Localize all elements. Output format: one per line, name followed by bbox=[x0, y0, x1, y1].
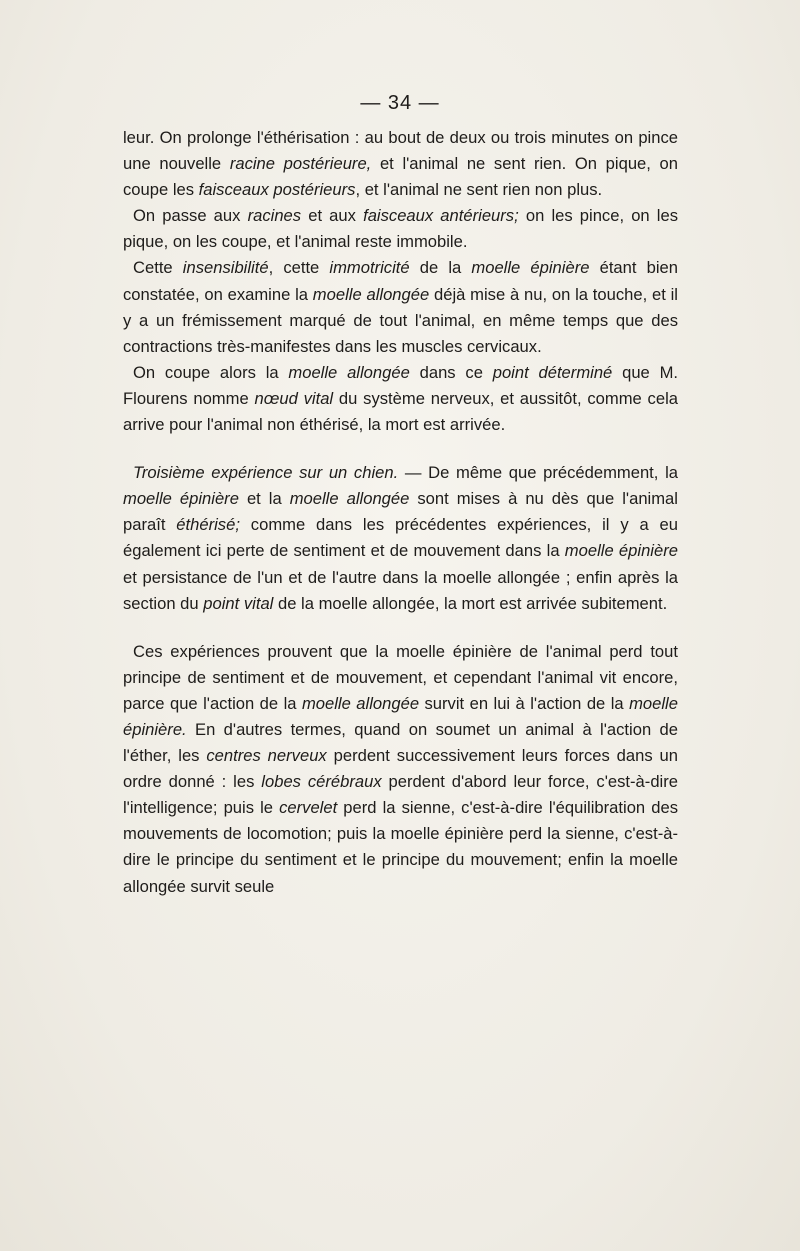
text-run: et persistance de l'un et de l'autre dans la moelle allongée ; enfin après la section du bbox=[123, 567, 678, 613]
text-run: du système nerveux, et aussitôt, comme cela arrive pour l'animal non éthérisé, la mort est arrivée. bbox=[123, 388, 678, 435]
text-run: que M. Flourens nomme bbox=[123, 362, 679, 408]
italic-run: racines bbox=[247, 206, 302, 226]
text-run: On coupe alors la bbox=[133, 362, 289, 382]
text-run: leur. On prolonge l'éthérisation : au bout de deux ou trois minutes on pince une nouvelle bbox=[123, 128, 678, 174]
text-run: Cette bbox=[133, 258, 183, 278]
text-run: déjà mise à nu, on la touche, et il y a un frémissement marqué de tout l'animal, en même temps que des contractions très-manifestes dans les muscles cervicaux. bbox=[123, 284, 678, 356]
italic-run: éthérisé; bbox=[176, 515, 240, 535]
text-run: perd la sienne, c'est-à-dire l'équilibration des mouvements de locomotion; puis la moelle épinière perd la sienne, c'est-à-dire le principe du sentiment et le principe du mouvement; enfin la moelle allongée survit seule bbox=[123, 798, 678, 896]
text-run: de la moelle allongée, la mort est arrivée subitement. bbox=[273, 593, 668, 613]
text-run: sont mises à nu dès que l'animal paraît bbox=[123, 489, 678, 535]
italic-run: racine postérieure, bbox=[229, 154, 372, 174]
text-run: et la bbox=[238, 489, 290, 509]
italic-run: moelle allongée bbox=[288, 362, 410, 382]
italic-run: faisceaux antérieurs; bbox=[363, 206, 519, 226]
text-run: On passe aux bbox=[133, 206, 248, 226]
text-run: dans ce bbox=[409, 362, 493, 382]
text-run: comme dans les précédentes expériences, il y a eu également ici perte de sentiment et de mouvement dans la bbox=[123, 515, 679, 561]
paragraph bbox=[123, 460, 678, 617]
italic-run: moelle allongée bbox=[301, 693, 420, 713]
italic-run: centres nerveux bbox=[206, 746, 327, 766]
text-run: on les pince, on les pique, on les coupe, et l'animal reste immobile. bbox=[123, 206, 678, 252]
text-run: de la bbox=[409, 258, 472, 278]
paragraph bbox=[123, 360, 678, 438]
italic-run: point vital bbox=[203, 593, 274, 613]
italic-run: faisceaux postérieurs bbox=[198, 180, 356, 200]
body-text bbox=[123, 125, 678, 900]
italic-run: point déterminé bbox=[492, 362, 613, 382]
text-run: , cette bbox=[268, 258, 330, 278]
text-run: Ces expériences prouvent que la moelle épinière de l'animal perd tout principe de sentiment et de mouvement, et cependant l'animal vit encore, parce que l'action de la bbox=[123, 641, 678, 713]
paragraph bbox=[123, 203, 678, 255]
italic-run: moelle épinière bbox=[564, 541, 678, 561]
text-run: perdent d'abord leur force, c'est-à-dire l'intelligence; puis le bbox=[123, 772, 678, 818]
italic-run: nœud vital bbox=[254, 388, 334, 408]
text-run: — De même que précédemment, la bbox=[398, 463, 678, 483]
italic-run: insensibilité bbox=[182, 258, 269, 278]
italic-run: moelle allongée bbox=[289, 489, 410, 509]
text-run: survit en lui à l'action de la bbox=[419, 693, 630, 713]
italic-run: immotricité bbox=[329, 258, 410, 278]
text-run: et aux bbox=[301, 206, 364, 226]
page-number: — 34 — bbox=[360, 92, 440, 114]
paragraph bbox=[123, 255, 678, 359]
text-run: En d'autres termes, quand on soumet un animal à l'action de l'éther, les bbox=[123, 719, 678, 766]
text-run: , et l'animal ne sent rien non plus. bbox=[355, 180, 603, 200]
italic-run: moelle épinière bbox=[123, 489, 239, 509]
italic-run: Troisième expérience sur un chien. bbox=[133, 463, 399, 483]
text-run: perdent successivement leurs forces dans un ordre donné : les bbox=[123, 746, 678, 792]
italic-run: lobes cérébraux bbox=[261, 772, 382, 792]
paragraph bbox=[123, 125, 678, 203]
italic-run: moelle épinière. bbox=[123, 693, 678, 739]
text-run: et l'animal ne sent rien. On pique, on coupe les bbox=[123, 154, 678, 200]
paragraph bbox=[123, 639, 678, 900]
italic-run: moelle épinière bbox=[471, 258, 590, 278]
text-run: étant bien constatée, on examine la bbox=[123, 258, 678, 304]
italic-run: moelle allongée bbox=[312, 284, 430, 304]
italic-run: cervelet bbox=[279, 798, 338, 818]
